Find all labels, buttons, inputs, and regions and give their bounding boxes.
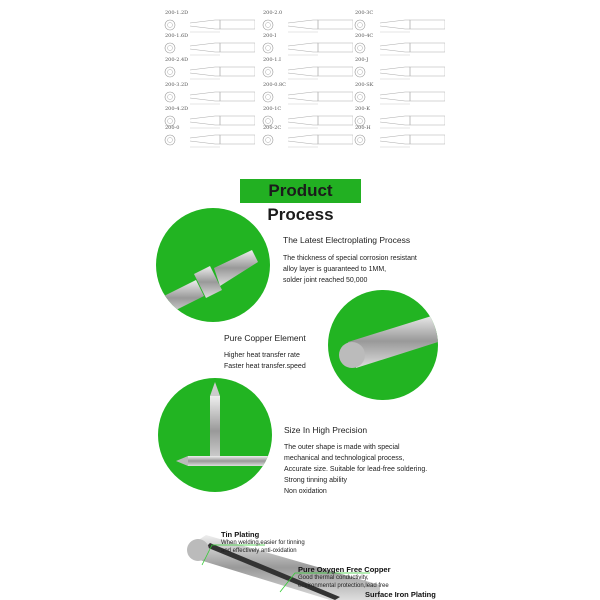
tip-drawing [350, 38, 445, 58]
tip-model-label: 200-0.8C [263, 82, 287, 88]
tip-model-label: 200-K [355, 106, 370, 112]
tip-model-label: 200-2.4D [165, 57, 189, 63]
tip-model-label: 200-2.0 [263, 10, 283, 16]
tip-model-label: 200-SK [355, 82, 374, 88]
tip-model-label: 200-J [355, 57, 369, 63]
tip-model-label: 200-3C [355, 10, 374, 16]
tip-model-label: 200-4.2D [165, 106, 189, 112]
copper-element-image [328, 290, 438, 400]
tip-model-label: 200-I [263, 33, 277, 39]
tip-drawing [160, 87, 255, 107]
tip-model-label: 200-1.6D [165, 33, 189, 39]
tip-drawing [258, 62, 353, 82]
callout-copper: Pure Oxygen Free Copper Good thermal conductivity, environmental protection,lead free [298, 565, 391, 589]
tip-model-label: 200-4C [355, 33, 374, 39]
tip-model-label: 200-1.I [263, 57, 281, 63]
tip-model-label: 200-0 [165, 125, 180, 131]
section-title: Product Process [240, 179, 361, 203]
feature-text: The thickness of special corrosion resistant alloy layer is guaranteed to 1MM, solder joint reached 50,000 [283, 255, 417, 284]
electroplating-tip-image [156, 208, 270, 322]
feature-heading: Size In High Precision [284, 425, 368, 435]
tip-drawing [160, 38, 255, 58]
tip-drawing [160, 15, 255, 35]
tip-model-label: 200-1.2D [165, 10, 189, 16]
tip-drawing [160, 62, 255, 82]
callout-tin-plating: Tin Plating When welding,easier for tinning and effectively anti-oxidation [221, 530, 305, 554]
tip-drawing [258, 15, 353, 35]
precision-tip-image [158, 378, 272, 492]
feature-text: The outer shape is made with special mechanical and technological process, Accurate size. Suitable for lead-free soldering. Strong tinning ability Non oxidation [284, 444, 428, 495]
callout-iron-plating: Surface Iron Plating [365, 590, 436, 599]
tip-drawing [350, 87, 445, 107]
tip-drawing [350, 130, 445, 150]
feature-text: Higher heat transfer rate Faster heat transfer.speed [224, 352, 306, 370]
tip-model-label: 200-1C [263, 106, 282, 112]
feature-heading: Pure Copper Element [224, 333, 306, 343]
tip-drawing [350, 62, 445, 82]
tip-drawing [258, 87, 353, 107]
tip-model-label: 200-3.2D [165, 82, 189, 88]
tip-drawing [258, 130, 353, 150]
tip-drawing [160, 130, 255, 150]
tip-model-label: 200-2C [263, 125, 282, 131]
tip-drawing [350, 15, 445, 35]
tip-model-label: 200-H [355, 125, 371, 131]
tip-drawing [258, 38, 353, 58]
feature-heading: The Latest Electroplating Process [283, 235, 411, 245]
